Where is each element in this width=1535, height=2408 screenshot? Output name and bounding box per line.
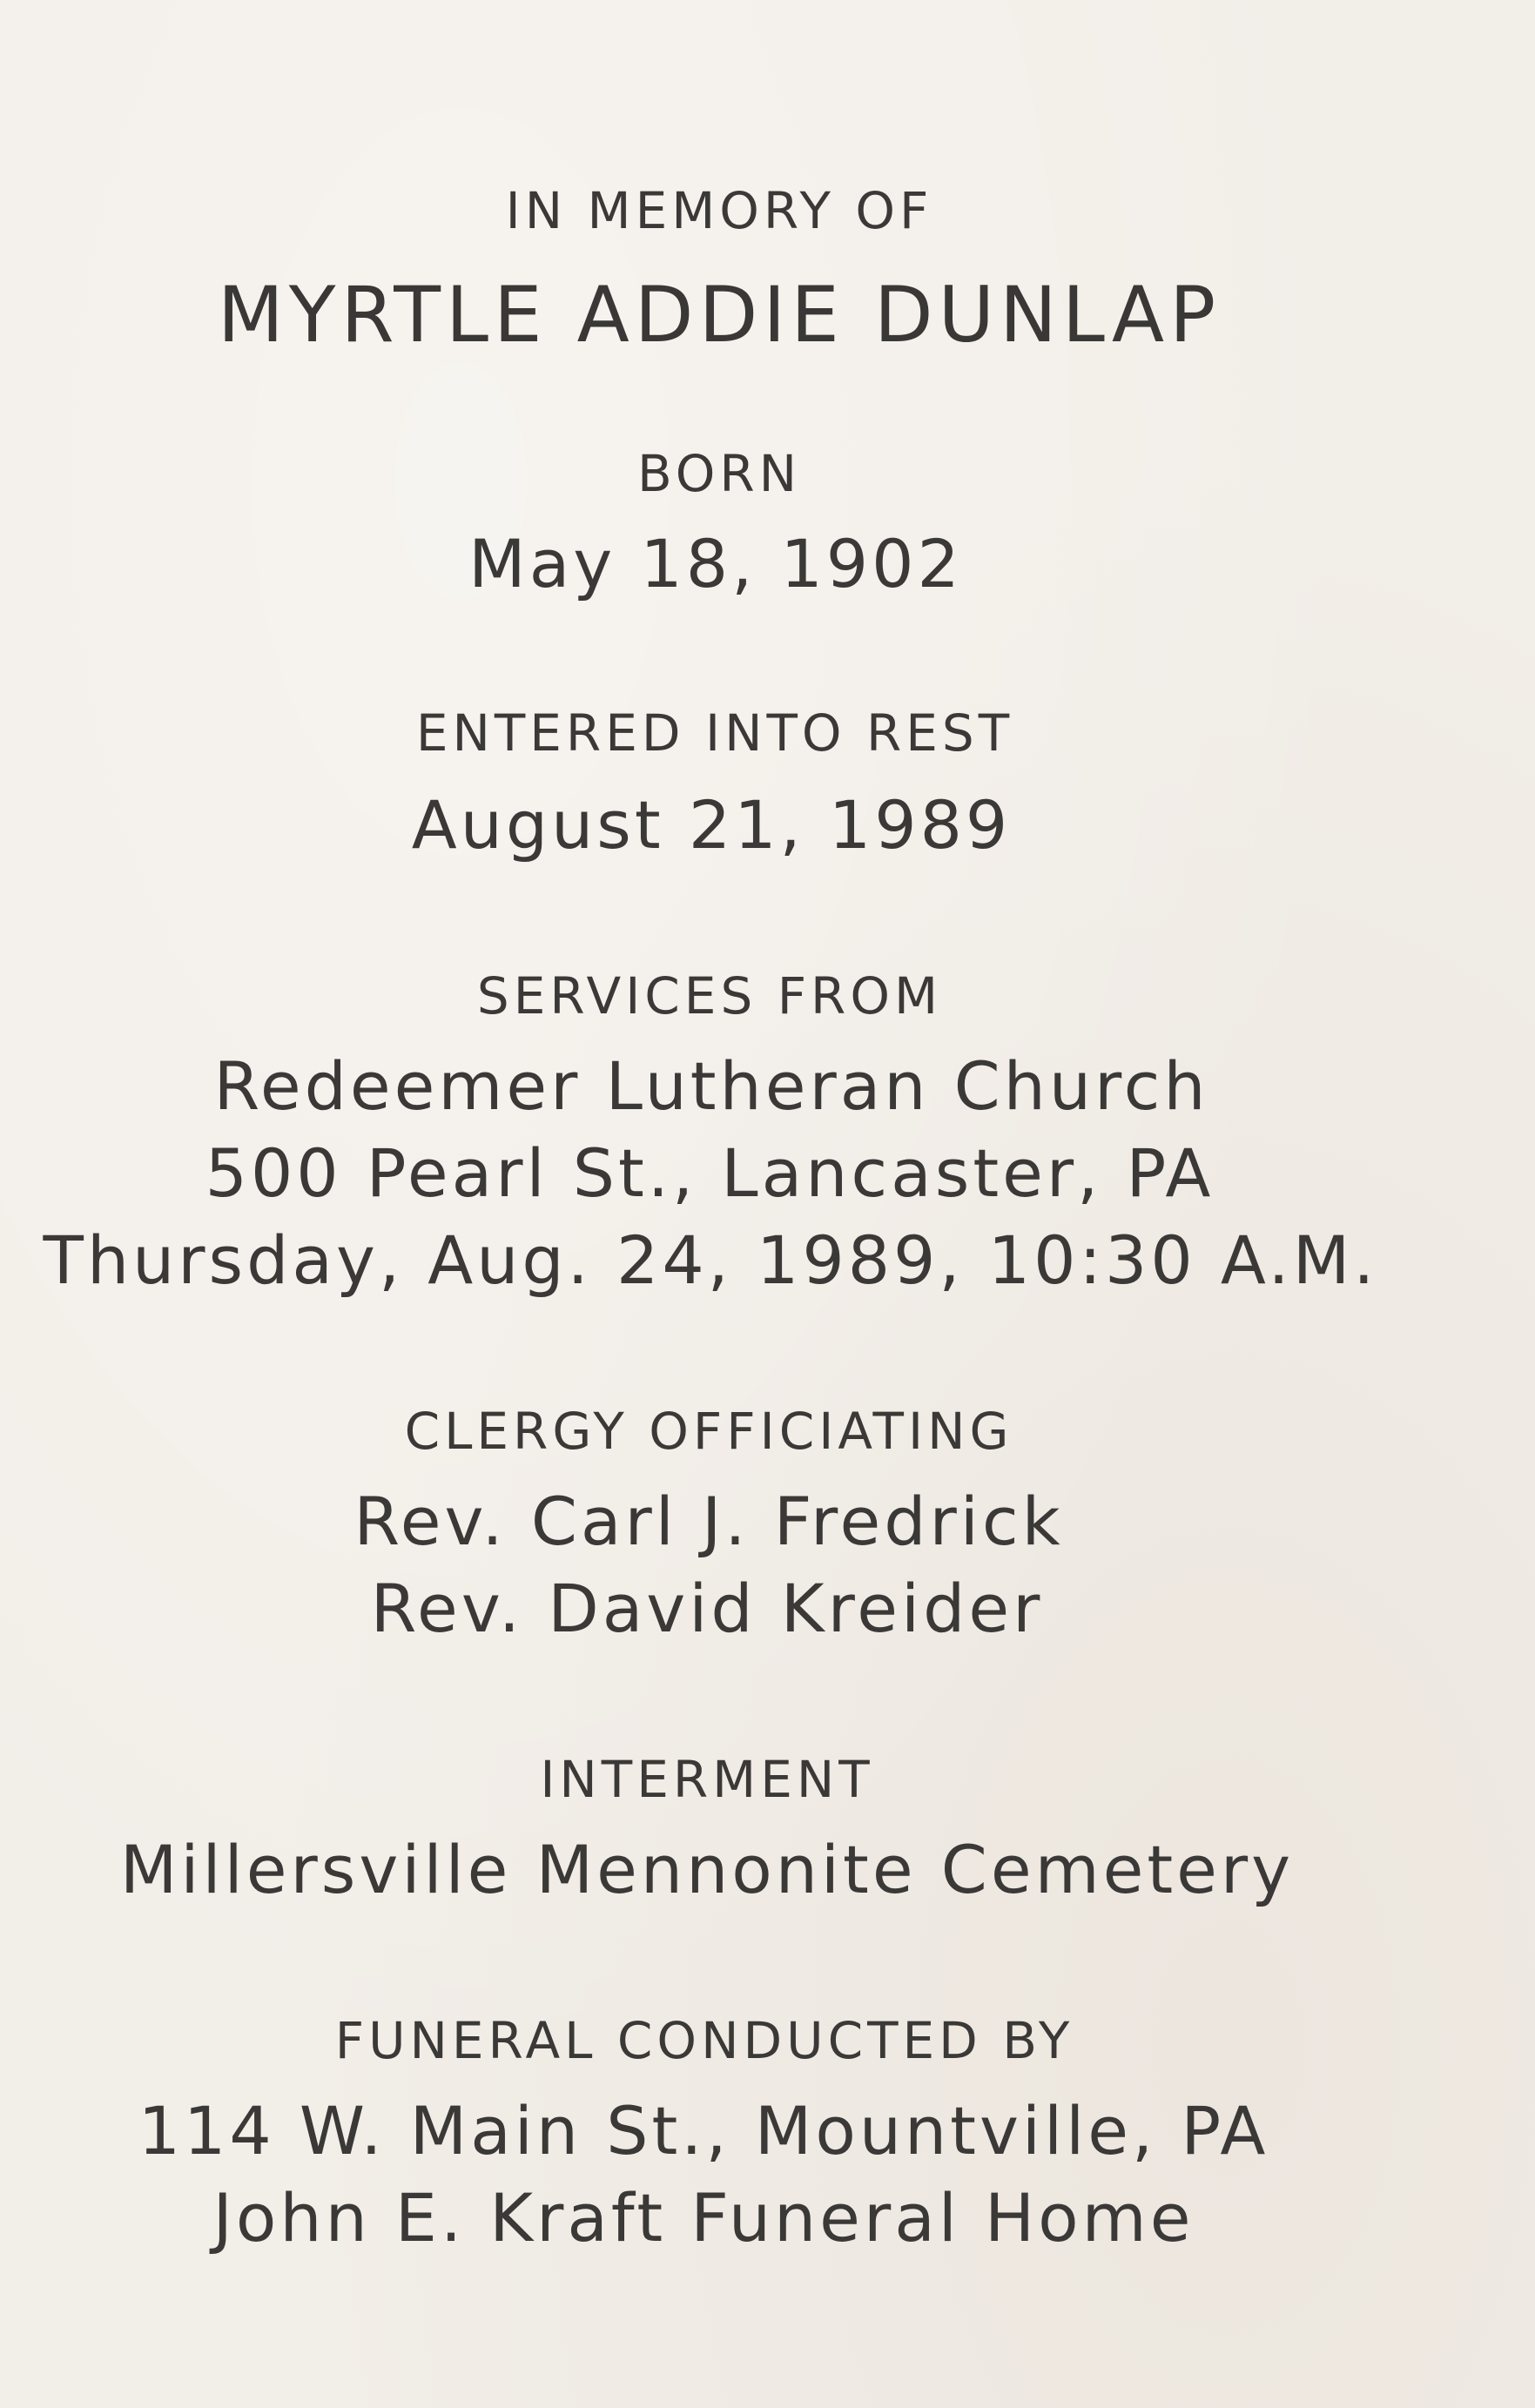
deceased-name: MYRTLE ADDIE DUNLAP [217, 270, 1222, 360]
interment-heading: INTERMENT [540, 1750, 874, 1809]
services-datetime: Thursday, Aug. 24, 1989, 10:30 A.M. [43, 1221, 1378, 1299]
funeral-address: 114 W. Main St., Mountville, PA [138, 2092, 1269, 2169]
born-date: May 18, 1902 [468, 525, 963, 602]
born-heading: BORN [636, 444, 802, 503]
in-memory-heading: IN MEMORY OF [505, 181, 933, 240]
clergy-heading: CLERGY OFFICIATING [404, 1402, 1013, 1461]
clergy-name-2: Rev. David Kreider [370, 1570, 1044, 1647]
services-address: 500 Pearl St., Lancaster, PA [205, 1134, 1215, 1212]
services-heading: SERVICES FROM [476, 966, 943, 1026]
funeral-heading: FUNERAL CONDUCTED BY [334, 2011, 1074, 2070]
clergy-name-1: Rev. Carl J. Fredrick [353, 1483, 1064, 1560]
services-church: Redeemer Lutheran Church [213, 1047, 1209, 1125]
interment-place: Millersville Mennonite Cemetery [119, 1831, 1295, 1908]
entered-into-rest-heading: ENTERED INTO REST [415, 703, 1014, 763]
funeral-home-name: John E. Kraft Funeral Home [212, 2179, 1195, 2257]
rest-date: August 21, 1989 [411, 786, 1012, 864]
